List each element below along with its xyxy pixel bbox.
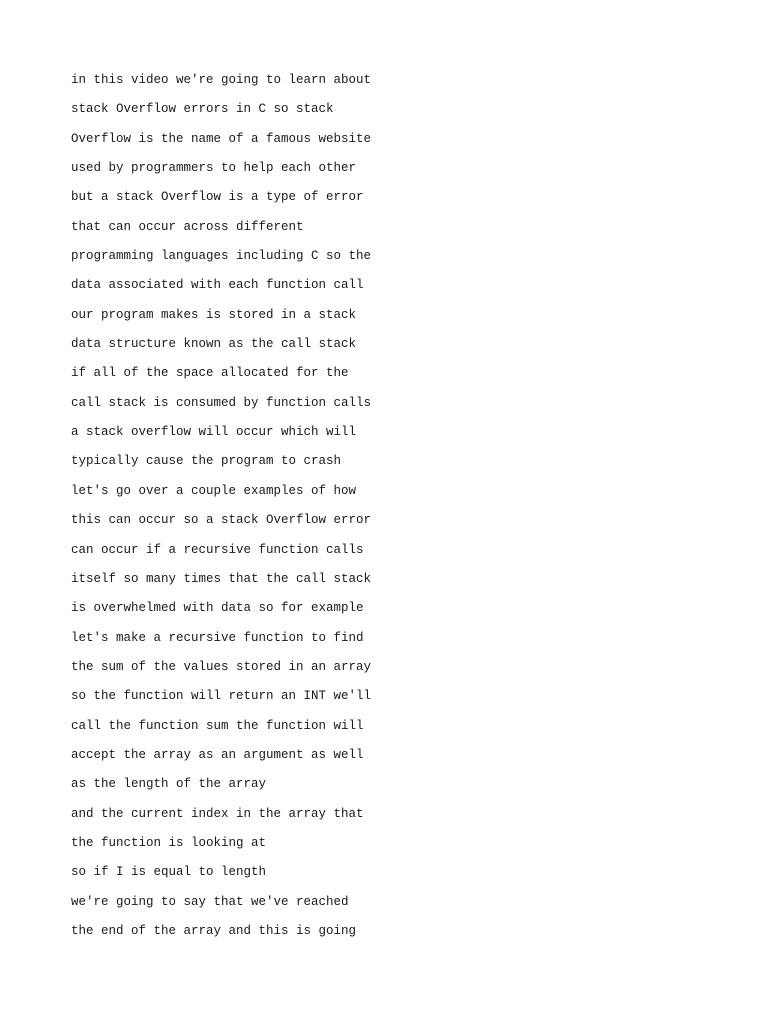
transcript-line: so the function will return an INT we'll [71, 689, 372, 704]
transcript-line: data structure known as the call stack [71, 337, 357, 352]
transcript-line: that can occur across different [71, 219, 304, 234]
transcript-line: can occur if a recursive function calls [71, 542, 364, 557]
transcript-line: itself so many times that the call stack [71, 571, 372, 586]
transcript-line: but a stack Overflow is a type of error [71, 190, 364, 205]
transcript-line: the function is looking at [71, 835, 267, 850]
transcript-line: call stack is consumed by function calls [71, 395, 372, 410]
transcript-line: accept the array as an argument as well [71, 747, 364, 762]
transcript-line: the sum of the values stored in an array [71, 659, 372, 674]
transcript-line: let's make a recursive function to find [71, 630, 364, 645]
transcript-line: typically cause the program to crash [71, 454, 342, 469]
transcript-line: is overwhelmed with data so for example [71, 601, 364, 616]
transcript-line: let's go over a couple examples of how [71, 483, 357, 498]
transcript-line: our program makes is stored in a stack [71, 307, 357, 322]
transcript-line: and the current index in the array that [71, 806, 364, 821]
transcript-line: as the length of the array [71, 777, 267, 792]
transcript-line: stack Overflow errors in C so stack [71, 102, 334, 117]
transcript-line: Overflow is the name of a famous website [71, 131, 372, 146]
transcript-line: used by programmers to help each other [71, 161, 357, 176]
transcript-text [71, 68, 711, 948]
transcript-line: a stack overflow will occur which will [71, 425, 357, 440]
transcript-line: so if I is equal to length [71, 865, 267, 880]
transcript-line: this can occur so a stack Overflow error [71, 513, 372, 528]
transcript-line: programming languages including C so the [71, 249, 372, 264]
transcript-line: data associated with each function call [71, 278, 364, 293]
transcript-line: call the function sum the function will [71, 718, 364, 733]
transcript-line: we're going to say that we've reached [71, 894, 349, 909]
transcript-line: if all of the space allocated for the [71, 366, 349, 381]
transcript-line: in this video we're going to learn about [71, 73, 372, 87]
transcript-line: the end of the array and this is going [71, 923, 357, 938]
